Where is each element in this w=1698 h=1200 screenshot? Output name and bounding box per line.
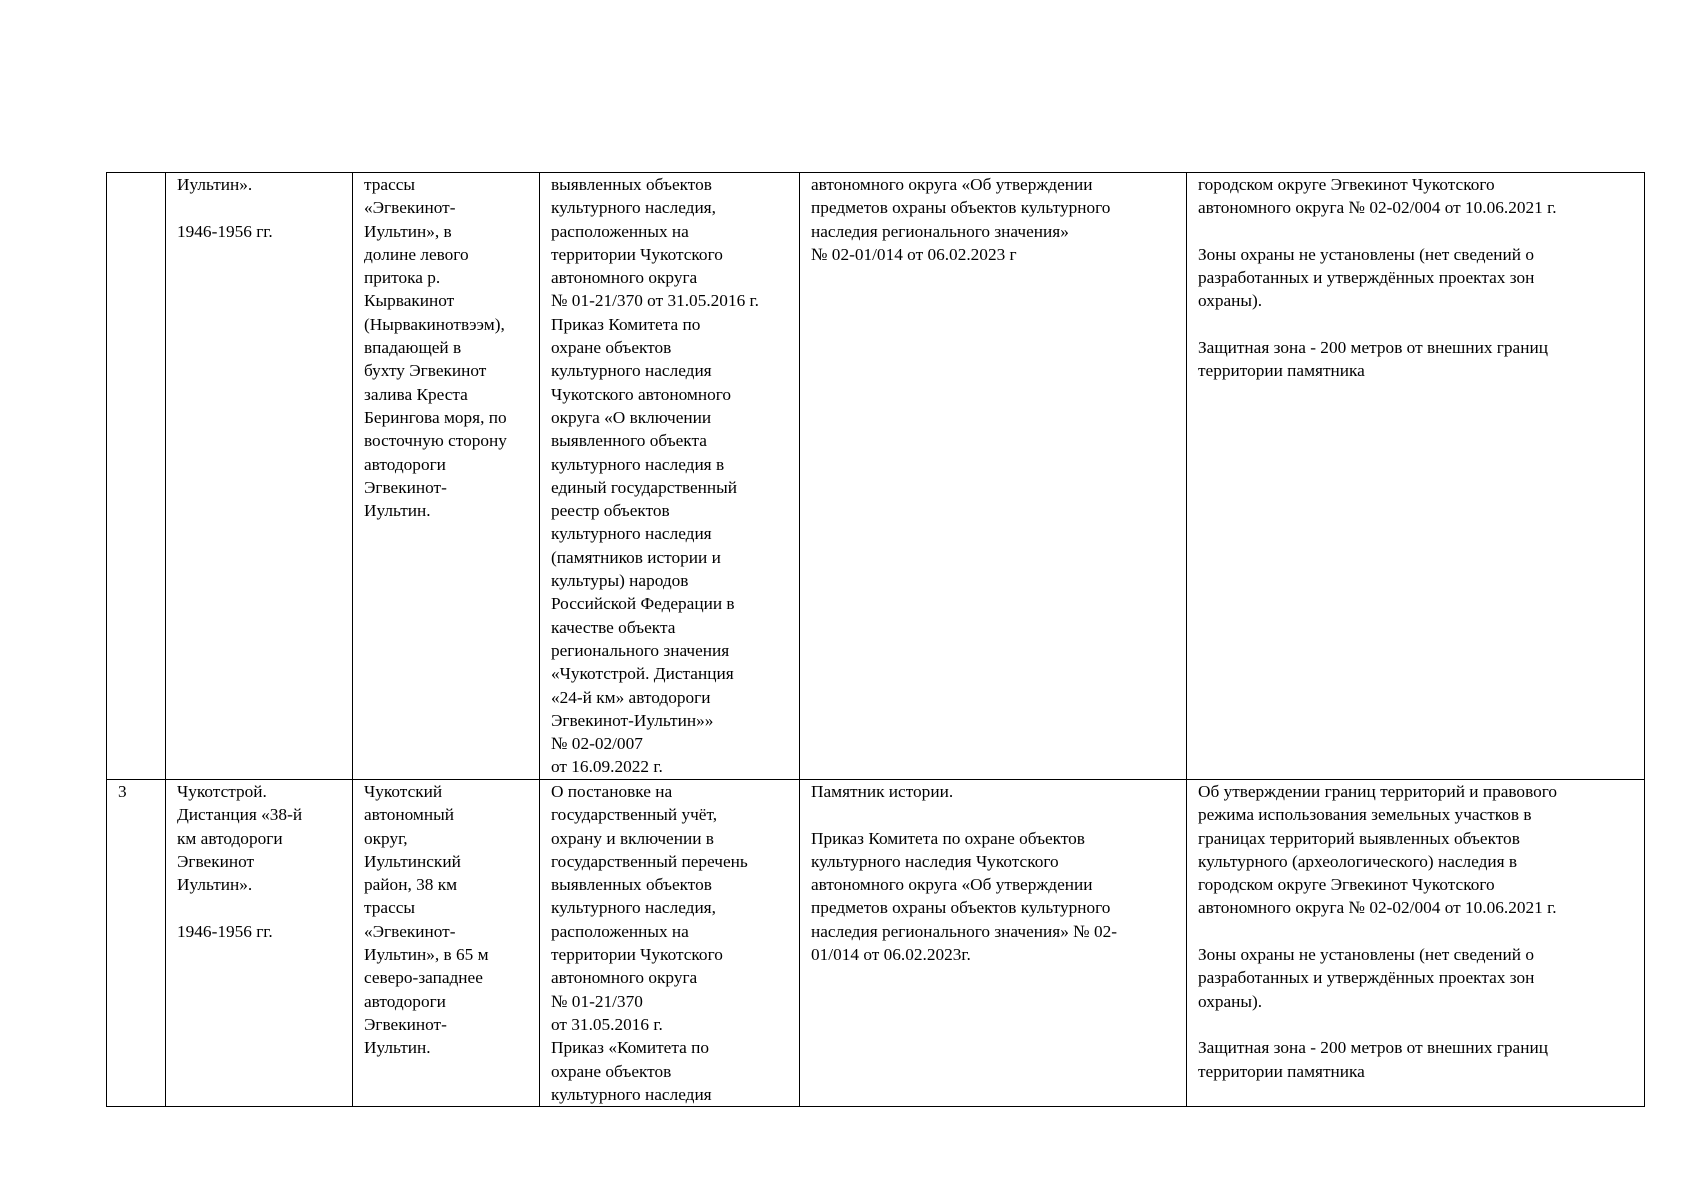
protection-subject: Памятник истории. Приказ Комитета по охране объектов культурного наследия Чукотского автономного округа «Об утверждении предметов охраны объектов культурного наследия регионального значения» № 02- 01/014 от 06.02.2023г. bbox=[811, 782, 1117, 965]
heritage-registry-table bbox=[106, 172, 1645, 1107]
location-cell bbox=[353, 173, 540, 780]
table-row bbox=[107, 173, 1645, 780]
protection-zones: Об утверждении границ территорий и правового режима использования земельных участков в границах территорий выявленных объектов культурного (археологического) наследия в городском округе Эгвекинот Чукотского автономного округа № 02-02/004 от 10.06.2021 г. Зоны охраны не установлены (нет сведений о разработанных и утверждённых проектах зон охраны). Защитная зона - 200 метров от внешних границ территории памятника bbox=[1198, 782, 1558, 1081]
row-number-cell bbox=[107, 780, 166, 1107]
protection-cell bbox=[800, 173, 1187, 780]
row-number: 3 bbox=[118, 782, 127, 801]
location-cell bbox=[353, 780, 540, 1107]
protection-zones: городском округе Эгвекинот Чукотского автономного округа № 02-02/004 от 10.06.2021 г. Зоны охраны не установлены (нет сведений о разработанных и утверждённых проектах зон охраны). Защитная зона - 200 метров от внешних границ территории памятника bbox=[1198, 175, 1557, 381]
object-name: Иультин». 1946-1956 гг. bbox=[177, 175, 273, 241]
protection-subject: автономного округа «Об утверждении предметов охраны объектов культурного наследия регионального значения» № 02-01/014 от 06.02.2023 г bbox=[811, 175, 1111, 264]
row-number-cell bbox=[107, 173, 166, 780]
table-row bbox=[107, 780, 1645, 1107]
zones-cell bbox=[1187, 780, 1645, 1107]
documents-cell bbox=[540, 173, 800, 780]
object-name-cell bbox=[166, 173, 353, 780]
object-location: трассы «Эгвекинот- Иультин», в долине левого притока р. Кырвакинот (Нырвакинотвээм), впадающей в бухту Эгвекинот залива Креста Берингова моря, по восточную сторону автодороги Эгвекинот- Иультин. bbox=[364, 175, 507, 521]
object-location: Чукотский автономный округ, Иультинский район, 38 км трассы «Эгвекинот- Иультин», в 65 м северо-западнее автодороги Эгвекинот- Иультин. bbox=[364, 782, 489, 1058]
protection-cell bbox=[800, 780, 1187, 1107]
zones-cell bbox=[1187, 173, 1645, 780]
documents-cell bbox=[540, 780, 800, 1107]
object-name: Чукотстрой. Дистанция «38-й км автодороги Эгвекинот Иультин». 1946-1956 гг. bbox=[177, 782, 303, 941]
registration-documents: О постановке на государственный учёт, охрану и включении в государственный перечень выявленных объектов культурного наследия, расположенных на территории Чукотского автономного округа № 01-21/370 от 31.05.2016 г. Приказ «Комитета по охране объектов культурного наследия bbox=[551, 782, 748, 1104]
registration-documents: выявленных объектов культурного наследия, расположенных на территории Чукотского автономного округа № 01-21/370 от 31.05.2016 г. Приказ Комитета по охране объектов культурного наследия Чукотского автономного округа «О включении выявленного объекта культурного наследия в единый государственный реестр объектов культурного наследия (памятников истории и культуры) народов Российской Федерации в качестве объекта регионального значения «Чукотстрой. Дистанция «24-й км» автодороги Эгвекинот-Иультин»» № 02-02/007 от 16.09.2022 г. bbox=[551, 175, 759, 777]
object-name-cell bbox=[166, 780, 353, 1107]
